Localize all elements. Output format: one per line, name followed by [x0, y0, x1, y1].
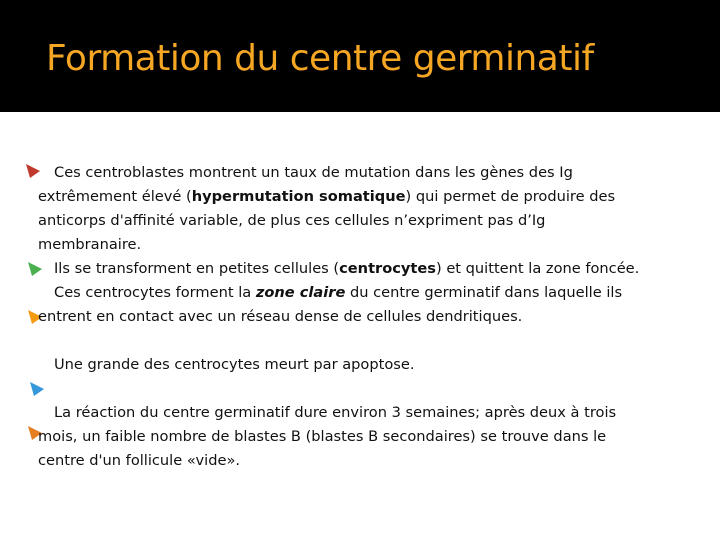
title-bar — [0, 0, 720, 112]
p5-line-1: La réaction du centre germinatif dure environ 3 semaines; après deux à trois — [54, 404, 617, 421]
centrocytes-term: centrocytes — [339, 260, 436, 277]
p1-line-1: Ces centroblastes montrent un taux de mutation dans les gènes des Ig — [54, 164, 573, 181]
p1-line-3: anticorps d'affinité variable, de plus ces cellules n’expriment pas d’Ig — [38, 212, 546, 229]
p3-end: du centre germinatif dans laquelle ils — [345, 284, 623, 301]
zone-claire-term: zone claire — [255, 284, 346, 301]
hypermutation-term: hypermutation somatique — [191, 188, 406, 205]
body-block-1 — [38, 161, 703, 329]
p1-line-2 — [38, 185, 703, 209]
p3-line-2: entrent en contact avec un réseau dense de cellules dendritiques. — [38, 308, 523, 325]
p1-line-2-start: extrêmement élevé ( — [38, 188, 192, 205]
body-block-2 — [38, 353, 703, 377]
p3-start: Ces centrocytes forment la — [54, 284, 256, 301]
slide-title: Formation du centre germinatif — [46, 38, 594, 79]
p5-line-3: centre d'un follicule «vide». — [38, 452, 241, 469]
p1-line-2-end: ) qui permet de produire des — [405, 188, 616, 205]
p1-line-4: membranaire. — [38, 236, 142, 253]
p2-start: Ils se transforment en petites cellules ( — [54, 260, 340, 277]
blue-pen-bullet-icon — [28, 380, 46, 398]
p2-end: ) et quittent la zone foncée. — [436, 260, 640, 277]
p5-line-2: mois, un faible nombre de blastes B (blastes B secondaires) se trouve dans le — [38, 428, 607, 445]
p4-line-1: Une grande des centrocytes meurt par apoptose. — [54, 356, 415, 373]
p2-line-1 — [38, 257, 703, 281]
p3-line-1 — [38, 281, 703, 305]
body-block-3 — [38, 401, 703, 473]
